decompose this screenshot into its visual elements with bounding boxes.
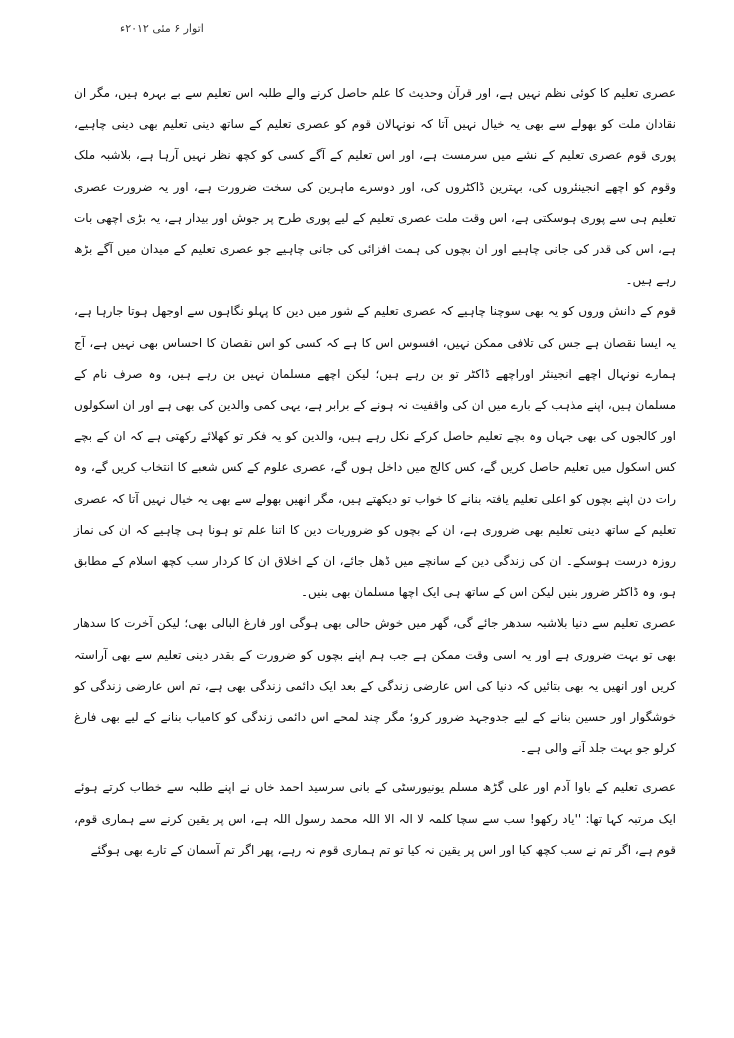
article-body: [74, 78, 676, 866]
paragraph-2: قوم کے دانش وروں کو یہ بھی سوچنا چاہیے کہ عصری تعلیم کے شور میں دین کا پہلو نگاہوں سے اوجھل ہوتا جارہا ہے، یہ ایسا نقصان ہے جس کی تلافی ممکن نہیں، افسوس اس کا ہے کہ کسی کو اس نقصان کا احساس بھی نہیں ہے، آج ہمارے نونہال اچھے انجینئر اوراچھے ڈاکٹر تو بن رہے ہیں؛ لیکن اچھے مسلمان نہیں بن رہے ہیں، وہ صرف نام کے مسلمان ہیں، اپنے مذہب کے بارے میں ان کی واقفیت نہ ہونے کے برابر ہے، یہی کمی والدین کی بھی ہے اور ان اسکولوں اور کالجوں کی بھی جہاں وہ بچے تعلیم حاصل کرکے نکل رہے ہیں، والدین کو یہ فکر تو کھلائے رکھتی ہے کہ ان کے بچے کس اسکول میں تعلیم حاصل کریں گے، کس کالج میں داخل ہوں گے، عصری علوم کے کس شعبے کا انتخاب کریں گے، وہ رات دن اپنے بچوں کو اعلی تعلیم یافتہ بنانے کا خواب تو دیکھتے ہیں، مگر انھیں بھولے سے بھی یہ خیال نہیں آتا کہ عصری تعلیم کے ساتھ دینی تعلیم بھی ضروری ہے، ان کے بچوں کو ضروریات دین کا اتنا علم تو ہونا ہی چاہیے کہ ان کی نماز روزہ درست ہوسکے۔ ان کی زندگی دین کے سانچے میں ڈھل جائے، ان کے اخلاق ان کا کردار سب کچھ اسلام کے مطابق ہو، وہ ڈاکٹر ضرور بنیں لیکن اس کے ساتھ ہی ایک اچھا مسلمان بھی بنیں۔: [74, 304, 676, 600]
paragraph-3: عصری تعلیم سے دنیا بلاشبہ سدھر جائے گی، گھر میں خوش حالی بھی ہوگی اور فارغ البالی بھی؛ لیکن آخرت کا سدھار بھی تو بہت ضروری ہے اور یہ اسی وقت ممکن ہے جب ہم اپنے بچوں کو ضرورت کے بقدر دینی تعلیم سے بھی آراستہ کریں اور انھیں یہ بھی بتائیں کہ دنیا کی اس عارضی زندگی کے بعد ایک دائمی زندگی بھی ہے، تم اس عارضی زندگی کو خوشگوار اور حسین بنانے کے لیے جدوجہد ضرور کرو؛ مگر چند لمحے اس دائمی زندگی کو کامیاب بنانے کے لیے بھی فارغ کرلو جو بہت جلد آنے والی ہے۔: [74, 616, 676, 756]
paragraph-1: عصری تعلیم کا کوئی نظم نہیں ہے، اور قرآن وحدیث کا علم حاصل کرنے والے طلبہ اس تعلیم سے بے بہرہ ہیں، مگر ان نقادان ملت کو بھولے سے بھی یہ خیال نہیں آتا کہ نونہالان قوم کو عصری تعلیم کے ساتھ دینی تعلیم بھی دینی چاہیے، پوری قوم عصری تعلیم کے نشے میں سرمست ہے، اور اس تعلیم کے آگے کسی کو کچھ نظر نہیں آرہا ہے، بلاشبہ ملک وقوم کو اچھے انجینئروں کی، بہترین ڈاکٹروں کی، اور دوسرے ماہرین کی سخت ضرورت ہے، اور یہ ضرورت عصری تعلیم ہی سے پوری ہوسکتی ہے، اس وقت ملت عصری تعلیم کے لیے پوری طرح پر جوش اور بیدار ہے، یہ بڑی اچھی بات ہے، اس کی قدر کی جانی چاہیے اور ان بچوں کی ہمت افزائی کی جانی چاہیے جو عصری تعلیم کے میدان میں آگے بڑھ رہے ہیں۔: [74, 86, 676, 288]
page-date: اتوار ۶ مئی ۲۰۱۲ء: [120, 22, 204, 35]
paragraph-4: عصری تعلیم کے باوا آدم اور علی گڑھ مسلم یونیورسٹی کے بانی سرسید احمد خاں نے اپنے طلبہ سے خطاب کرتے ہوئے ایک مرتبہ کہا تھا: ''یاد رکھو! سب سے سچا کلمہ لا الہ الا اللہ محمد رسول اللہ ہے، اس پر یقین کرنے سے ہماری قوم، قوم ہے، اگر تم نے سب کچھ کیا اور اس پر یقین نہ کیا تو تم ہماری قوم نہ رہے، پھر اگر تم آسمان کے تارے بھی ہوگئے: [74, 780, 676, 857]
